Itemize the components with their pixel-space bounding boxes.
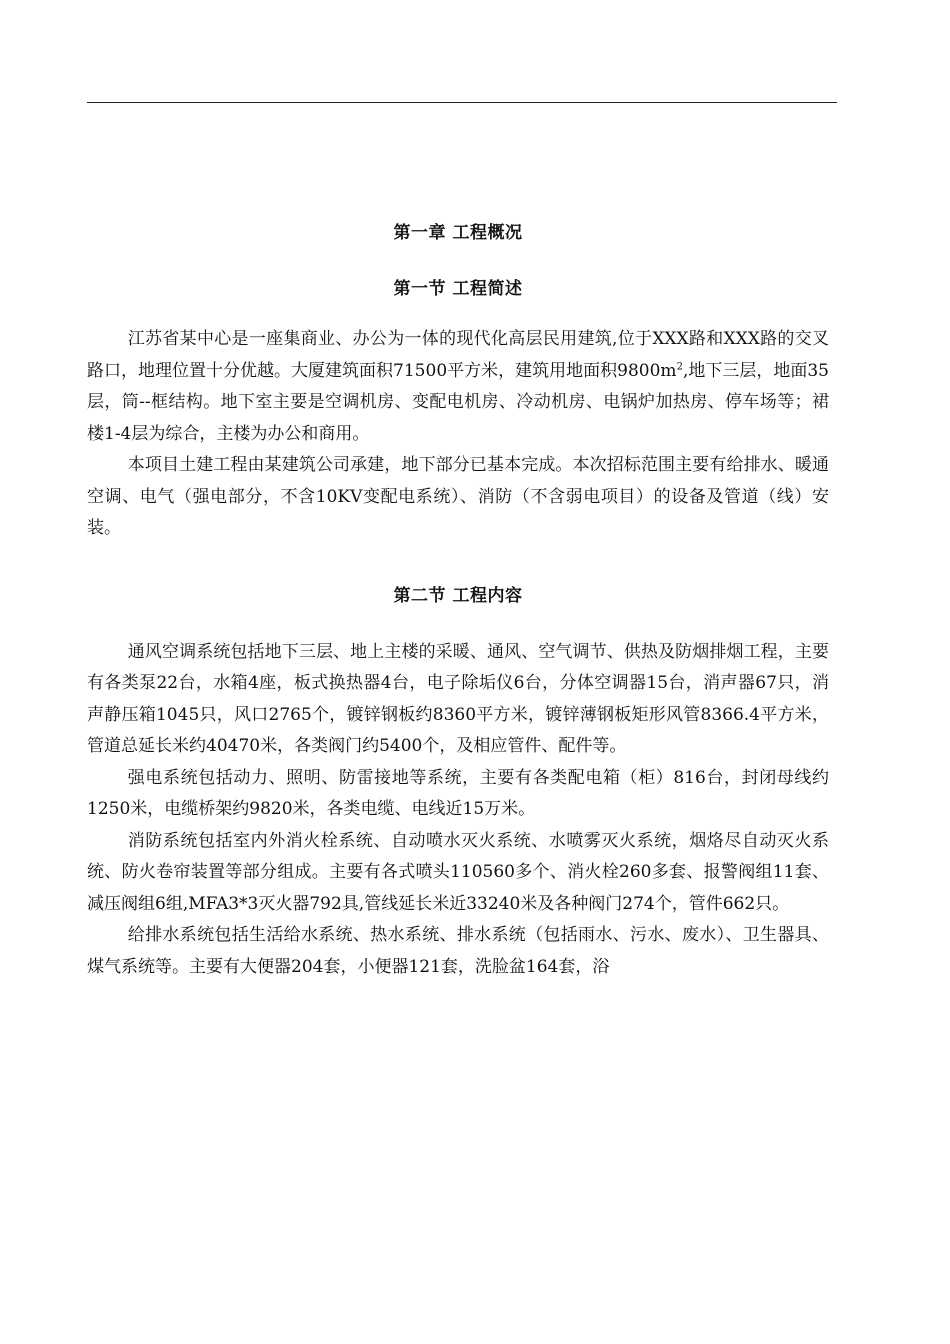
paragraph-fire-protection: 消防系统包括室内外消火栓系统、自动喷水灭火系统、水喷雾灭火系统，烟烙尽自动灭火系统、防火卷帘装置等部分组成。主要有各式喷头110560多个、消火栓260多套、报警阀组11套、减压阀组6组,MFA3*3灭火器792具,管线延长米近33240米及各种阀门274个，管件662只。 <box>87 830 829 914</box>
section-title-content: 第二节 工程内容 <box>393 585 523 606</box>
section-title-overview: 第一节 工程简述 <box>393 279 523 299</box>
paragraph-hvac: 通风空调系统包括地下三层、地上主楼的采暖、通风、空气调节、供热及防烟排烟工程，主要有各类泵22台，水箱4座，板式换热器4台，电子除垢仪6台，分体空调器15台，消声器67只，消声静压箱1045只，风口2765个，镀锌钢板约8360平方米，镀锌薄钢板矩形风管8366.4平方米，管道总延长米约40470米，各类阀门约5400个，及相应管件、配件等。 <box>87 641 829 756</box>
paragraph-project-overview <box>87 324 829 450</box>
paragraph-plumbing: 给排水系统包括生活给水系统、热水系统、排水系统（包括雨水、污水、废水）、卫生器具、煤气系统等。主要有大便器204套，小便器121套，洗脸盆164套，浴 <box>87 925 829 977</box>
chapter-title: 第一章 工程概况 <box>393 223 523 243</box>
paragraph-text: ,地下三层，地面35层，筒--框结构。地下室主要是空调机房、变配电机房、冷动机房、电锅炉加热房、停车场等；裙楼1-4层为综合，主楼为办公和商用。 <box>87 360 829 444</box>
paragraph-electrical: 强电系统包括动力、照明、防雷接地等系统，主要有各类配电箱（柜）816台，封闭母线约1250米，电缆桥架约9820米，各类电缆、电线近15万米。 <box>87 767 829 819</box>
paragraph-bid-scope: 本项目土建工程由某建筑公司承建，地下部分已基本完成。本次招标范围主要有给排水、暖通空调、电气（强电部分，不含10KV变配电系统）、消防（不含弱电项目）的设备及管道（线）安装。 <box>87 455 829 538</box>
paragraph-text: 江苏省某中心是一座集商业、办公为一体的现代化高层民用建筑,位于XXX路和XXX路的交叉路口，地理位置十分优越。大厦建筑面积71500平方米，建筑用地面积9800m <box>87 329 829 381</box>
document-body <box>87 216 829 983</box>
superscript: 2 <box>676 360 683 372</box>
header-rule <box>87 102 837 103</box>
